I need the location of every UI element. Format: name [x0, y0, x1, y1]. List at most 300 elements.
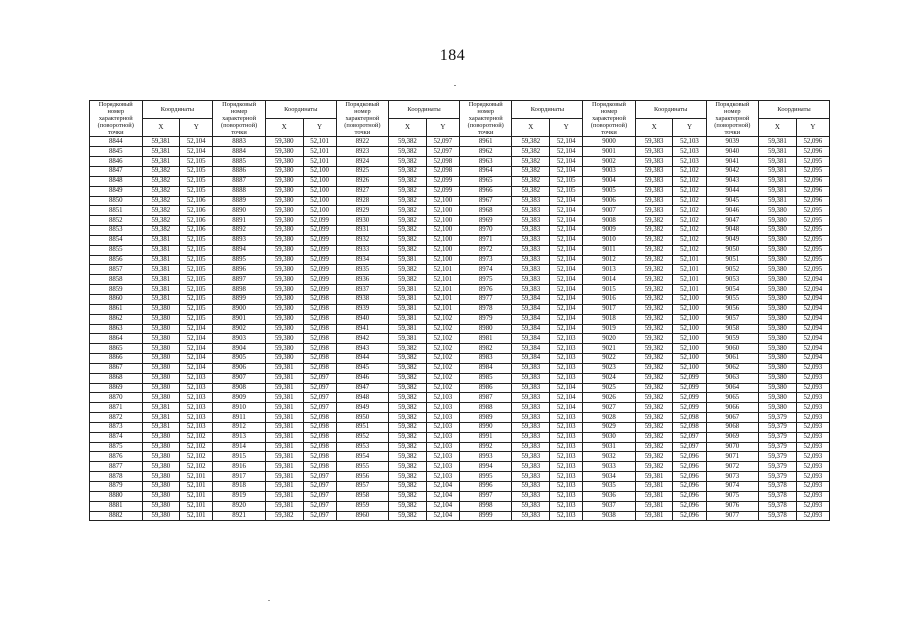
- y-coordinate-cell: 52,098: [303, 432, 336, 442]
- point-number-cell: 8932: [336, 235, 389, 245]
- y-coordinate-cell: 52,100: [426, 255, 459, 265]
- point-number-cell: 9027: [583, 403, 636, 413]
- x-coordinate-cell: 59,380: [265, 167, 303, 177]
- table-row: [90, 304, 830, 314]
- point-number-cell: 9044: [706, 186, 759, 196]
- x-coordinate-cell: 59,383: [512, 442, 550, 452]
- x-header: X: [635, 119, 673, 137]
- point-number-cell: 8891: [213, 216, 266, 226]
- point-number-cell: 9031: [583, 442, 636, 452]
- y-coordinate-cell: 52,098: [303, 363, 336, 373]
- x-coordinate-cell: 59,381: [142, 255, 180, 265]
- point-number-cell: 8916: [213, 462, 266, 472]
- y-coordinate-cell: 52,098: [303, 462, 336, 472]
- point-number-cell: 9032: [583, 452, 636, 462]
- point-number-cell: 8938: [336, 294, 389, 304]
- point-number-cell: 8948: [336, 393, 389, 403]
- x-coordinate-cell: 59,384: [512, 304, 550, 314]
- table-row: [90, 147, 830, 157]
- point-number-cell: 8989: [459, 413, 512, 423]
- point-number-cell: 9061: [706, 354, 759, 364]
- y-coordinate-cell: 52,104: [426, 482, 459, 492]
- point-number-cell: 9005: [583, 186, 636, 196]
- y-coordinate-cell: 52,103: [550, 482, 583, 492]
- y-coordinate-cell: 52,093: [796, 462, 829, 472]
- y-coordinate-cell: 52,103: [673, 147, 706, 157]
- x-coordinate-cell: 59,381: [142, 413, 180, 423]
- y-coordinate-cell: 52,093: [796, 422, 829, 432]
- point-number-cell: 9008: [583, 216, 636, 226]
- point-number-cell: 8986: [459, 383, 512, 393]
- x-coordinate-cell: 59,383: [512, 422, 550, 432]
- point-number-cell: 8920: [213, 501, 266, 511]
- x-header: X: [265, 119, 303, 137]
- point-number-cell: 9024: [583, 373, 636, 383]
- x-coordinate-cell: 59,382: [389, 432, 427, 442]
- x-coordinate-cell: 59,380: [265, 206, 303, 216]
- point-number-cell: 9040: [706, 147, 759, 157]
- x-coordinate-cell: 59,381: [142, 422, 180, 432]
- x-coordinate-cell: 59,380: [265, 216, 303, 226]
- y-coordinate-cell: 52,093: [796, 413, 829, 423]
- point-number-cell: 9013: [583, 265, 636, 275]
- y-coordinate-cell: 52,100: [673, 324, 706, 334]
- x-coordinate-cell: 59,382: [635, 265, 673, 275]
- x-coordinate-cell: 59,382: [635, 403, 673, 413]
- table-row: [90, 482, 830, 492]
- point-number-cell: 8972: [459, 245, 512, 255]
- x-coordinate-cell: 59,380: [265, 314, 303, 324]
- x-coordinate-cell: 59,380: [265, 245, 303, 255]
- y-coordinate-cell: 52,104: [550, 255, 583, 265]
- y-coordinate-cell: 52,095: [796, 265, 829, 275]
- y-coordinate-cell: 52,103: [550, 501, 583, 511]
- table-header: [90, 101, 830, 137]
- y-coordinate-cell: 52,096: [673, 482, 706, 492]
- y-coordinate-cell: 52,104: [180, 334, 213, 344]
- y-coordinate-cell: 52,103: [673, 157, 706, 167]
- x-coordinate-cell: 59,382: [389, 491, 427, 501]
- x-coordinate-cell: 59,380: [142, 452, 180, 462]
- point-number-cell: 9012: [583, 255, 636, 265]
- point-number-cell: 8959: [336, 501, 389, 511]
- point-number-cell: 9050: [706, 245, 759, 255]
- y-coordinate-cell: 52,103: [550, 413, 583, 423]
- y-coordinate-cell: 52,103: [550, 452, 583, 462]
- y-coordinate-cell: 52,099: [426, 176, 459, 186]
- y-coordinate-cell: 52,093: [796, 373, 829, 383]
- point-number-cell: 8862: [90, 314, 143, 324]
- x-coordinate-cell: 59,383: [635, 176, 673, 186]
- point-number-cell: 8870: [90, 393, 143, 403]
- x-coordinate-cell: 59,382: [389, 235, 427, 245]
- y-coordinate-cell: 52,098: [303, 354, 336, 364]
- point-number-cell: 8914: [213, 442, 266, 452]
- point-number-cell: 8988: [459, 403, 512, 413]
- x-header: X: [142, 119, 180, 137]
- y-coordinate-cell: 52,100: [303, 196, 336, 206]
- y-coordinate-cell: 52,100: [426, 206, 459, 216]
- point-number-cell: 9029: [583, 422, 636, 432]
- y-coordinate-cell: 52,099: [303, 216, 336, 226]
- y-coordinate-cell: 52,096: [673, 462, 706, 472]
- y-coordinate-cell: 52,103: [426, 432, 459, 442]
- x-coordinate-cell: 59,381: [389, 334, 427, 344]
- point-number-cell: 8885: [213, 157, 266, 167]
- y-coordinate-cell: 52,103: [180, 393, 213, 403]
- x-coordinate-cell: 59,380: [759, 314, 797, 324]
- x-coordinate-cell: 59,381: [265, 403, 303, 413]
- x-coordinate-cell: 59,382: [635, 235, 673, 245]
- x-coordinate-cell: 59,382: [389, 501, 427, 511]
- y-coordinate-cell: 52,104: [550, 137, 583, 147]
- point-number-cell: 9047: [706, 216, 759, 226]
- x-coordinate-cell: 59,381: [389, 255, 427, 265]
- x-coordinate-cell: 59,380: [759, 354, 797, 364]
- x-coordinate-cell: 59,380: [759, 206, 797, 216]
- point-number-cell: 9025: [583, 383, 636, 393]
- y-coordinate-cell: 52,100: [303, 176, 336, 186]
- table-row: [90, 363, 830, 373]
- point-number-cell: 9058: [706, 324, 759, 334]
- x-header: X: [759, 119, 797, 137]
- point-number-cell: 9019: [583, 324, 636, 334]
- x-coordinate-cell: 59,381: [635, 482, 673, 492]
- x-coordinate-cell: 59,382: [512, 147, 550, 157]
- x-coordinate-cell: 59,382: [635, 314, 673, 324]
- x-coordinate-cell: 59,380: [759, 403, 797, 413]
- y-coordinate-cell: 52,100: [426, 235, 459, 245]
- table-body: [90, 137, 830, 521]
- y-coordinate-cell: 52,097: [303, 491, 336, 501]
- table-row: [90, 226, 830, 236]
- x-coordinate-cell: 59,382: [512, 167, 550, 177]
- y-coordinate-cell: 52,096: [673, 472, 706, 482]
- x-coordinate-cell: 59,383: [512, 501, 550, 511]
- y-coordinate-cell: 52,096: [796, 137, 829, 147]
- y-coordinate-cell: 52,093: [796, 501, 829, 511]
- point-number-cell: 8980: [459, 324, 512, 334]
- y-coordinate-cell: 52,097: [303, 511, 336, 521]
- point-number-cell: 8960: [336, 511, 389, 521]
- point-number-cell: 8893: [213, 235, 266, 245]
- point-number-cell: 8997: [459, 491, 512, 501]
- y-coordinate-cell: 52,101: [303, 137, 336, 147]
- x-coordinate-cell: 59,382: [635, 354, 673, 364]
- point-number-cell: 8990: [459, 422, 512, 432]
- coordinates-header: Координаты: [512, 101, 583, 119]
- x-coordinate-cell: 59,382: [389, 157, 427, 167]
- x-coordinate-cell: 59,380: [265, 354, 303, 364]
- x-coordinate-cell: 59,380: [265, 275, 303, 285]
- y-coordinate-cell: 52,105: [180, 235, 213, 245]
- table-row: [90, 383, 830, 393]
- table-row: [90, 462, 830, 472]
- y-coordinate-cell: 52,093: [796, 363, 829, 373]
- table-row: [90, 511, 830, 521]
- x-coordinate-cell: 59,383: [512, 226, 550, 236]
- x-header: X: [512, 119, 550, 137]
- x-coordinate-cell: 59,379: [759, 442, 797, 452]
- point-number-cell: 8898: [213, 285, 266, 295]
- y-coordinate-cell: 52,101: [180, 501, 213, 511]
- y-coordinate-cell: 52,103: [550, 491, 583, 501]
- y-coordinate-cell: 52,103: [180, 373, 213, 383]
- point-number-cell: 8866: [90, 354, 143, 364]
- y-coordinate-cell: 52,105: [180, 176, 213, 186]
- point-number-cell: 8950: [336, 413, 389, 423]
- x-coordinate-cell: 59,381: [759, 147, 797, 157]
- x-coordinate-cell: 59,383: [635, 157, 673, 167]
- y-coordinate-cell: 52,104: [550, 285, 583, 295]
- point-number-header: Порядковый номер характерной (поворотной) точки: [583, 101, 636, 137]
- point-number-cell: 8863: [90, 324, 143, 334]
- point-number-cell: 8861: [90, 304, 143, 314]
- x-coordinate-cell: 59,383: [512, 373, 550, 383]
- header-row: [90, 101, 830, 119]
- y-coordinate-cell: 52,103: [550, 432, 583, 442]
- point-number-cell: 8913: [213, 432, 266, 442]
- table-row: [90, 157, 830, 167]
- y-coordinate-cell: 52,093: [796, 491, 829, 501]
- y-coordinate-cell: 52,102: [180, 462, 213, 472]
- y-coordinate-cell: 52,099: [303, 235, 336, 245]
- x-coordinate-cell: 59,380: [759, 373, 797, 383]
- y-coordinate-cell: 52,105: [550, 186, 583, 196]
- x-coordinate-cell: 59,380: [142, 383, 180, 393]
- y-coordinate-cell: 52,105: [180, 186, 213, 196]
- point-number-cell: 9004: [583, 176, 636, 186]
- x-coordinate-cell: 59,382: [635, 226, 673, 236]
- point-number-cell: 8982: [459, 344, 512, 354]
- x-coordinate-cell: 59,382: [635, 294, 673, 304]
- x-coordinate-cell: 59,380: [759, 285, 797, 295]
- table-row: [90, 275, 830, 285]
- x-coordinate-cell: 59,380: [759, 383, 797, 393]
- y-coordinate-cell: 52,098: [303, 314, 336, 324]
- table-row: [90, 196, 830, 206]
- y-coordinate-cell: 52,103: [550, 344, 583, 354]
- y-coordinate-cell: 52,097: [303, 393, 336, 403]
- point-number-cell: 8965: [459, 176, 512, 186]
- y-coordinate-cell: 52,101: [426, 275, 459, 285]
- y-coordinate-cell: 52,105: [550, 176, 583, 186]
- point-number-cell: 8978: [459, 304, 512, 314]
- x-coordinate-cell: 59,382: [389, 472, 427, 482]
- point-number-cell: 8963: [459, 157, 512, 167]
- x-coordinate-cell: 59,382: [389, 137, 427, 147]
- x-coordinate-cell: 59,382: [635, 245, 673, 255]
- scan-speck: [454, 85, 456, 86]
- x-coordinate-cell: 59,382: [635, 393, 673, 403]
- y-coordinate-cell: 52,103: [673, 137, 706, 147]
- point-number-cell: 8897: [213, 275, 266, 285]
- point-number-cell: 8850: [90, 196, 143, 206]
- x-coordinate-cell: 59,381: [389, 304, 427, 314]
- y-coordinate-cell: 52,100: [673, 304, 706, 314]
- point-number-cell: 8977: [459, 294, 512, 304]
- y-coordinate-cell: 52,098: [426, 167, 459, 177]
- y-coordinate-cell: 52,106: [180, 216, 213, 226]
- x-coordinate-cell: 59,382: [389, 275, 427, 285]
- point-number-cell: 8949: [336, 403, 389, 413]
- x-coordinate-cell: 59,382: [389, 196, 427, 206]
- x-coordinate-cell: 59,380: [142, 482, 180, 492]
- y-coordinate-cell: 52,097: [303, 501, 336, 511]
- y-coordinate-cell: 52,104: [180, 147, 213, 157]
- y-coordinate-cell: 52,099: [303, 255, 336, 265]
- y-coordinate-cell: 52,094: [796, 285, 829, 295]
- x-coordinate-cell: 59,383: [512, 245, 550, 255]
- x-coordinate-cell: 59,382: [635, 285, 673, 295]
- x-coordinate-cell: 59,382: [512, 137, 550, 147]
- y-coordinate-cell: 52,098: [303, 344, 336, 354]
- x-coordinate-cell: 59,383: [512, 432, 550, 442]
- point-number-cell: 8852: [90, 216, 143, 226]
- point-number-cell: 9038: [583, 511, 636, 521]
- table-row: [90, 176, 830, 186]
- point-number-cell: 9041: [706, 157, 759, 167]
- point-number-header: Порядковый номер характерной (поворотной) точки: [90, 101, 143, 137]
- x-coordinate-cell: 59,380: [265, 186, 303, 196]
- y-coordinate-cell: 52,102: [180, 452, 213, 462]
- x-coordinate-cell: 59,381: [142, 137, 180, 147]
- point-number-cell: 8888: [213, 186, 266, 196]
- x-coordinate-cell: 59,380: [142, 344, 180, 354]
- point-number-cell: 9017: [583, 304, 636, 314]
- y-coordinate-cell: 52,098: [303, 304, 336, 314]
- y-coordinate-cell: 52,101: [426, 304, 459, 314]
- coordinates-table-wrapper: [89, 100, 830, 521]
- y-coordinate-cell: 52,095: [796, 206, 829, 216]
- y-coordinate-cell: 52,104: [180, 344, 213, 354]
- point-number-cell: 8937: [336, 285, 389, 295]
- point-number-cell: 8970: [459, 226, 512, 236]
- y-coordinate-cell: 52,101: [303, 157, 336, 167]
- y-coordinate-cell: 52,093: [796, 432, 829, 442]
- y-coordinate-cell: 52,093: [796, 452, 829, 462]
- point-number-cell: 8967: [459, 196, 512, 206]
- x-coordinate-cell: 59,380: [759, 304, 797, 314]
- x-coordinate-cell: 59,382: [389, 422, 427, 432]
- x-coordinate-cell: 59,380: [265, 285, 303, 295]
- point-number-cell: 8892: [213, 226, 266, 236]
- point-number-cell: 9002: [583, 157, 636, 167]
- y-coordinate-cell: 52,104: [550, 206, 583, 216]
- y-coordinate-cell: 52,101: [303, 147, 336, 157]
- y-coordinate-cell: 52,102: [180, 432, 213, 442]
- point-number-cell: 9042: [706, 167, 759, 177]
- y-coordinate-cell: 52,093: [796, 511, 829, 521]
- y-coordinate-cell: 52,102: [426, 373, 459, 383]
- point-number-cell: 8912: [213, 422, 266, 432]
- x-coordinate-cell: 59,381: [142, 265, 180, 275]
- point-number-cell: 9011: [583, 245, 636, 255]
- y-coordinate-cell: 52,101: [180, 491, 213, 501]
- point-number-cell: 8917: [213, 472, 266, 482]
- x-coordinate-cell: 59,380: [265, 304, 303, 314]
- x-coordinate-cell: 59,382: [142, 196, 180, 206]
- point-number-cell: 9074: [706, 482, 759, 492]
- y-coordinate-cell: 52,104: [180, 354, 213, 364]
- x-coordinate-cell: 59,381: [142, 157, 180, 167]
- y-coordinate-cell: 52,104: [426, 511, 459, 521]
- table-row: [90, 354, 830, 364]
- point-number-cell: 8853: [90, 226, 143, 236]
- y-coordinate-cell: 52,102: [673, 206, 706, 216]
- x-coordinate-cell: 59,383: [635, 186, 673, 196]
- y-coordinate-cell: 52,104: [550, 324, 583, 334]
- point-number-cell: 8996: [459, 482, 512, 492]
- y-coordinate-cell: 52,098: [673, 422, 706, 432]
- y-coordinate-cell: 52,099: [673, 373, 706, 383]
- point-number-cell: 8926: [336, 176, 389, 186]
- point-number-cell: 9055: [706, 294, 759, 304]
- table-row: [90, 137, 830, 147]
- point-number-cell: 9071: [706, 452, 759, 462]
- y-coordinate-cell: 52,101: [426, 265, 459, 275]
- point-number-header: Порядковый номер характерной (поворотной) точки: [336, 101, 389, 137]
- x-coordinate-cell: 59,381: [759, 176, 797, 186]
- x-coordinate-cell: 59,380: [265, 157, 303, 167]
- table-row: [90, 255, 830, 265]
- x-coordinate-cell: 59,380: [142, 304, 180, 314]
- y-coordinate-cell: 52,094: [796, 354, 829, 364]
- point-number-cell: 8943: [336, 344, 389, 354]
- y-coordinate-cell: 52,097: [303, 383, 336, 393]
- point-number-cell: 8939: [336, 304, 389, 314]
- point-number-cell: 8874: [90, 432, 143, 442]
- point-number-cell: 8864: [90, 334, 143, 344]
- y-coordinate-cell: 52,096: [796, 196, 829, 206]
- x-coordinate-cell: 59,380: [265, 235, 303, 245]
- x-coordinate-cell: 59,382: [389, 226, 427, 236]
- x-coordinate-cell: 59,382: [389, 442, 427, 452]
- point-number-cell: 9033: [583, 462, 636, 472]
- y-coordinate-cell: 52,105: [180, 314, 213, 324]
- y-coordinate-cell: 52,099: [673, 383, 706, 393]
- x-coordinate-cell: 59,383: [512, 383, 550, 393]
- table-row: [90, 413, 830, 423]
- y-coordinate-cell: 52,104: [550, 226, 583, 236]
- x-coordinate-cell: 59,382: [389, 383, 427, 393]
- point-number-cell: 9070: [706, 442, 759, 452]
- table-row: [90, 373, 830, 383]
- y-coordinate-cell: 52,104: [180, 137, 213, 147]
- y-coordinate-cell: 52,099: [673, 393, 706, 403]
- x-coordinate-cell: 59,382: [389, 462, 427, 472]
- x-coordinate-cell: 59,382: [512, 157, 550, 167]
- y-coordinate-cell: 52,100: [426, 216, 459, 226]
- y-coordinate-cell: 52,104: [550, 294, 583, 304]
- point-number-cell: 8985: [459, 373, 512, 383]
- point-number-cell: 9022: [583, 354, 636, 364]
- x-coordinate-cell: 59,380: [759, 235, 797, 245]
- x-coordinate-cell: 59,381: [142, 147, 180, 157]
- x-coordinate-cell: 59,380: [265, 255, 303, 265]
- point-number-cell: 9077: [706, 511, 759, 521]
- point-number-cell: 9016: [583, 294, 636, 304]
- coordinates-header: Координаты: [759, 101, 830, 119]
- y-coordinate-cell: 52,103: [426, 452, 459, 462]
- x-coordinate-cell: 59,382: [635, 413, 673, 423]
- x-coordinate-cell: 59,381: [265, 432, 303, 442]
- y-coordinate-cell: 52,094: [796, 314, 829, 324]
- y-coordinate-cell: 52,098: [303, 422, 336, 432]
- x-coordinate-cell: 59,380: [265, 226, 303, 236]
- point-number-cell: 8902: [213, 324, 266, 334]
- point-number-cell: 8961: [459, 137, 512, 147]
